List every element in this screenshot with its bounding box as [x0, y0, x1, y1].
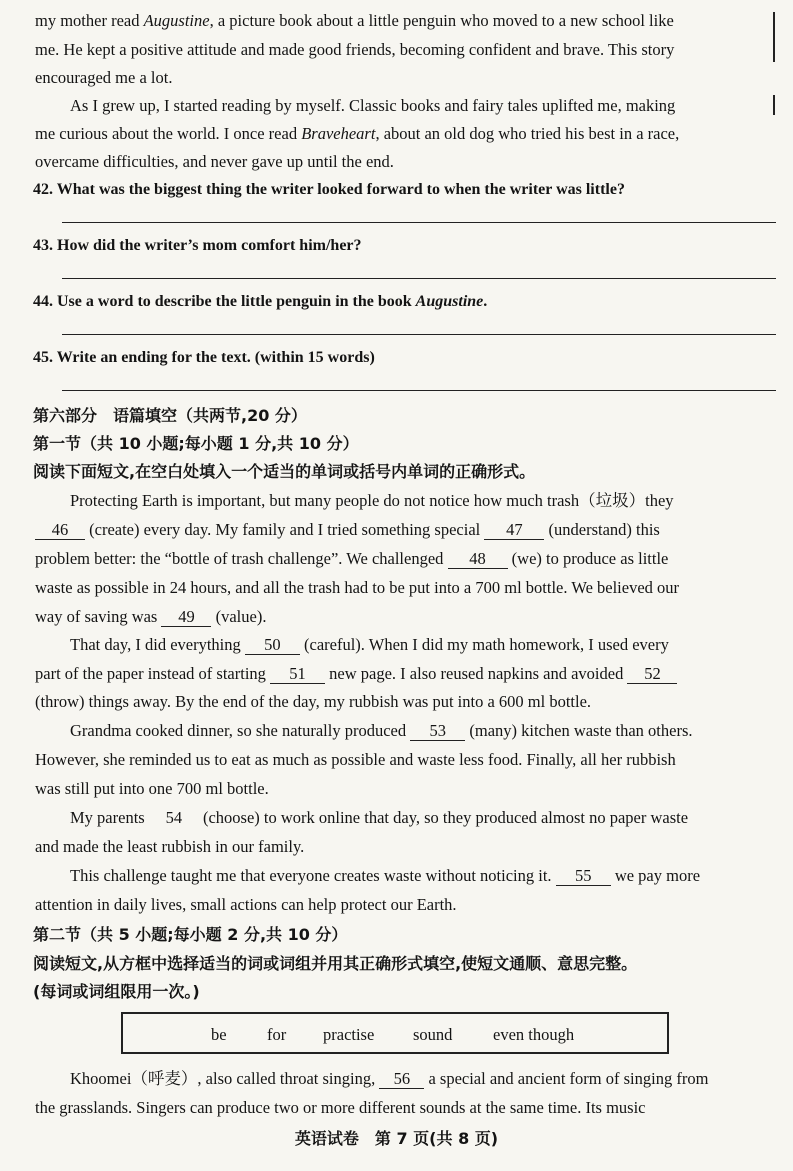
passage1-line5: me curious about the world. I once read Braveheart, about an old dog who tried his best in a race,	[35, 124, 680, 143]
part1-instructions: 阅读下面短文,在空白处填入一个适当的单词或括号内单词的正确形式。	[33, 462, 536, 481]
word-bank-item: practise	[323, 1025, 375, 1044]
answer-line-45[interactable]	[62, 390, 776, 391]
part1-title: 第一节（共 10 小题;每小题 1 分,共 10 分）	[33, 434, 359, 453]
passage3-line1: Khoomei（呼麦）, also called throat singing, 56 a special and ancient form of singing from	[70, 1069, 709, 1088]
word-bank-item: for	[267, 1025, 287, 1044]
blank-48[interactable]: 48	[448, 550, 508, 569]
blank-54[interactable]: 54	[165, 808, 183, 827]
margin-mark	[773, 12, 775, 62]
word-bank-box	[121, 1012, 669, 1054]
passage2-line4: waste as possible in 24 hours, and all the trash had to be put into a 700 ml bottle. We believed our	[35, 578, 680, 597]
passage2-line11: was still put into one 700 ml bottle.	[35, 779, 269, 798]
passage3-line2: the grasslands. Singers can produce two or more different sounds at the same time. Its music	[35, 1098, 646, 1117]
passage1-line2: me. He kept a positive attitude and made good friends, becoming confident and brave. This story	[35, 40, 675, 59]
question-45: 45. Write an ending for the text. (within 15 words)	[33, 349, 375, 366]
passage2-line13: and made the least rubbish in our family.	[35, 837, 305, 856]
passage2-line14: This challenge taught me that everyone creates waste without noticing it. 55 we pay more	[70, 866, 701, 885]
answer-line-42[interactable]	[62, 222, 776, 223]
word-bank-item: sound	[413, 1025, 453, 1044]
blank-51[interactable]: 51	[270, 665, 325, 684]
blank-55[interactable]: 55	[556, 867, 611, 886]
passage2-line7: part of the paper instead of starting 51 new page. I also reused napkins and avoided 52	[35, 663, 770, 685]
blank-50[interactable]: 50	[245, 636, 300, 655]
word-bank-item: be	[211, 1025, 227, 1044]
word-bank-item: even though	[493, 1025, 575, 1044]
passage2-line3: problem better: the “bottle of trash challenge”. We challenged 48 (we) to produce as little	[35, 549, 669, 568]
passage2-line2: 46 (create) every day. My family and I tried something special 47 (understand) this	[35, 519, 770, 541]
blank-46[interactable]: 46	[35, 521, 85, 540]
blank-47[interactable]: 47	[484, 521, 544, 540]
passage1-line4: As I grew up, I started reading by myself. Classic books and fairy tales uplifted me, making	[70, 96, 676, 115]
blank-56[interactable]: 56	[379, 1070, 424, 1089]
passage1-line3: encouraged me a lot.	[35, 68, 173, 87]
passage2-line6: That day, I did everything 50 (careful). When I did my math homework, I used every	[70, 635, 669, 654]
passage1-line6: overcame difficulties, and never gave up until the end.	[35, 152, 394, 171]
passage2-line10: However, she reminded us to eat as much as possible and waste less food. Finally, all her rubbish	[35, 750, 676, 769]
section-title: 第六部分 语篇填空（共两节,20 分）	[33, 406, 307, 425]
part2-title: 第二节（共 5 小题;每小题 2 分,共 10 分）	[33, 925, 348, 944]
part2-note: (每词或词组限用一次。)	[33, 982, 200, 1001]
passage2-line8: (throw) things away. By the end of the day, my rubbish was put into a 600 ml bottle.	[35, 692, 592, 711]
passage2-line15: attention in daily lives, small actions can help protect our Earth.	[35, 895, 457, 914]
answer-line-43[interactable]	[62, 278, 776, 279]
blank-53[interactable]: 53	[410, 722, 465, 741]
passage2-line1: Protecting Earth is important, but many people do not notice how much trash（垃圾）they	[70, 491, 674, 510]
question-42: 42. What was the biggest thing the writer looked forward to when the writer was little?	[33, 181, 625, 198]
margin-mark	[773, 95, 775, 115]
blank-52[interactable]: 52	[627, 665, 677, 684]
page-footer: 英语试卷 第 7 页(共 8 页)	[294, 1129, 499, 1148]
question-44: 44. Use a word to describe the little penguin in the book Augustine.	[33, 293, 488, 310]
part2-instructions: 阅读短文,从方框中选择适当的词或词组并用其正确形式填空,使短文通顺、意思完整。	[33, 954, 638, 973]
question-43: 43. How did the writer’s mom comfort him/her?	[33, 237, 362, 254]
passage2-line5: way of saving was 49 (value).	[35, 607, 267, 626]
blank-49[interactable]: 49	[161, 608, 211, 627]
passage1-line1: my mother read Augustine, a picture book about a little penguin who moved to a new school like	[35, 11, 674, 30]
answer-line-44[interactable]	[62, 334, 776, 335]
passage2-line9: Grandma cooked dinner, so she naturally produced 53 (many) kitchen waste than others.	[70, 721, 693, 740]
passage2-line12: My parents 54 (choose) to work online that day, so they produced almost no paper waste	[70, 808, 689, 827]
